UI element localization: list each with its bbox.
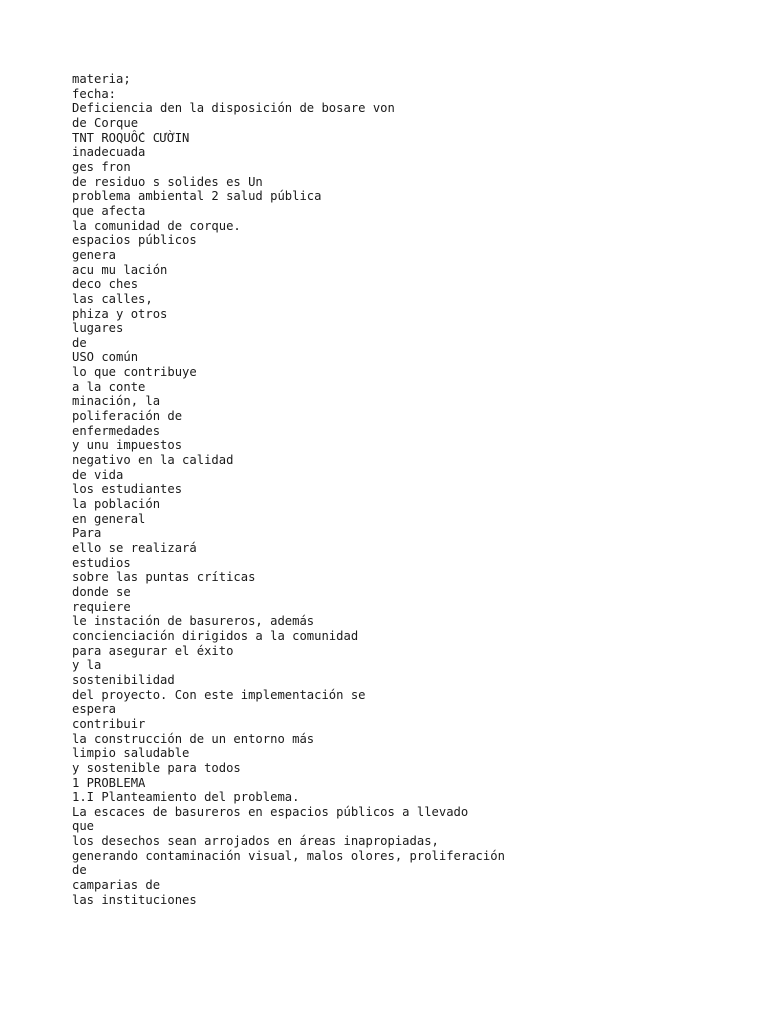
text-line: poliferación de [72,409,183,424]
text-line: La escaces de basureros en espacios públicos a llevado [72,804,469,819]
text-line: la construcción de un entorno más [72,731,315,746]
text-line: la comunidad de corque. [72,218,241,233]
text-line: Deficiencia den la disposición de bosare von [72,101,395,116]
text-line: estudios [72,555,131,570]
text-line: genera [72,247,117,262]
text-line: que afecta [72,203,146,218]
text-line: deco ches [72,277,139,292]
text-line: phiza y otros [72,306,168,321]
text-line: problema ambiental 2 salud pública [72,189,322,204]
text-line: USO común [72,350,139,365]
text-line: 1 PROBLEMA [72,775,146,790]
text-line: los desechos sean arrojados en áreas inapropiadas, [72,834,439,849]
text-line: para asegurar el éxito [72,643,234,658]
text-line: requiere [72,599,131,614]
text-line: de Corque [72,115,139,130]
text-line: y unu impuestos [72,438,183,453]
text-line: las instituciones [72,892,197,907]
text-line: la población [72,497,161,512]
text-line: en general [72,511,146,526]
text-line: sobre las puntas críticas [72,570,256,585]
text-line: limpio saludable [72,746,190,761]
text-line: y sostenible para todos [72,760,241,775]
text-line: de [72,863,87,878]
text-line: fecha: [72,86,117,101]
text-line: Para [72,526,102,541]
text-line: lo que contribuye [72,365,197,380]
text-line: acu mu lación [72,262,168,277]
document-page [72,72,732,907]
text-line: materia; [72,72,131,86]
text-line: espacios públicos [72,233,197,248]
text-line: de residuo s solides es Un [72,174,263,189]
text-line: de [72,335,87,350]
text-line: los estudiantes [72,482,183,497]
text-line: sostenibilidad [72,672,175,687]
text-line: TNT ROQUỐC CƯỜIN [72,130,190,145]
text-line: donde se [72,584,131,599]
text-line: camparias de [72,878,161,893]
text-line: y la [72,658,102,673]
text-line: las calles, [72,291,153,306]
text-line: 1.I Planteamiento del problema. [72,790,300,805]
text-line: ello se realizará [72,541,197,555]
text-line: lugares [72,321,124,336]
text-line: a la conte [72,379,146,394]
text-line: concienciación dirigidos a la comunidad [72,628,359,643]
text-line: negativo en la calidad [72,453,234,468]
text-line: generando contaminación visual, malos olores, proliferación [72,848,505,863]
text-line: de vida [72,467,124,482]
text-line: enfermedades [72,423,161,438]
text-line: minación, la [72,394,161,409]
text-line: inadecuada [72,145,146,160]
text-line: que [72,819,95,834]
text-line: ges fron [72,159,131,174]
text-line: le instación de basureros, además [72,614,315,629]
text-line: contribuir [72,716,146,731]
text-line: del proyecto. Con este implementación se [72,687,366,702]
text-line: espera [72,702,117,717]
